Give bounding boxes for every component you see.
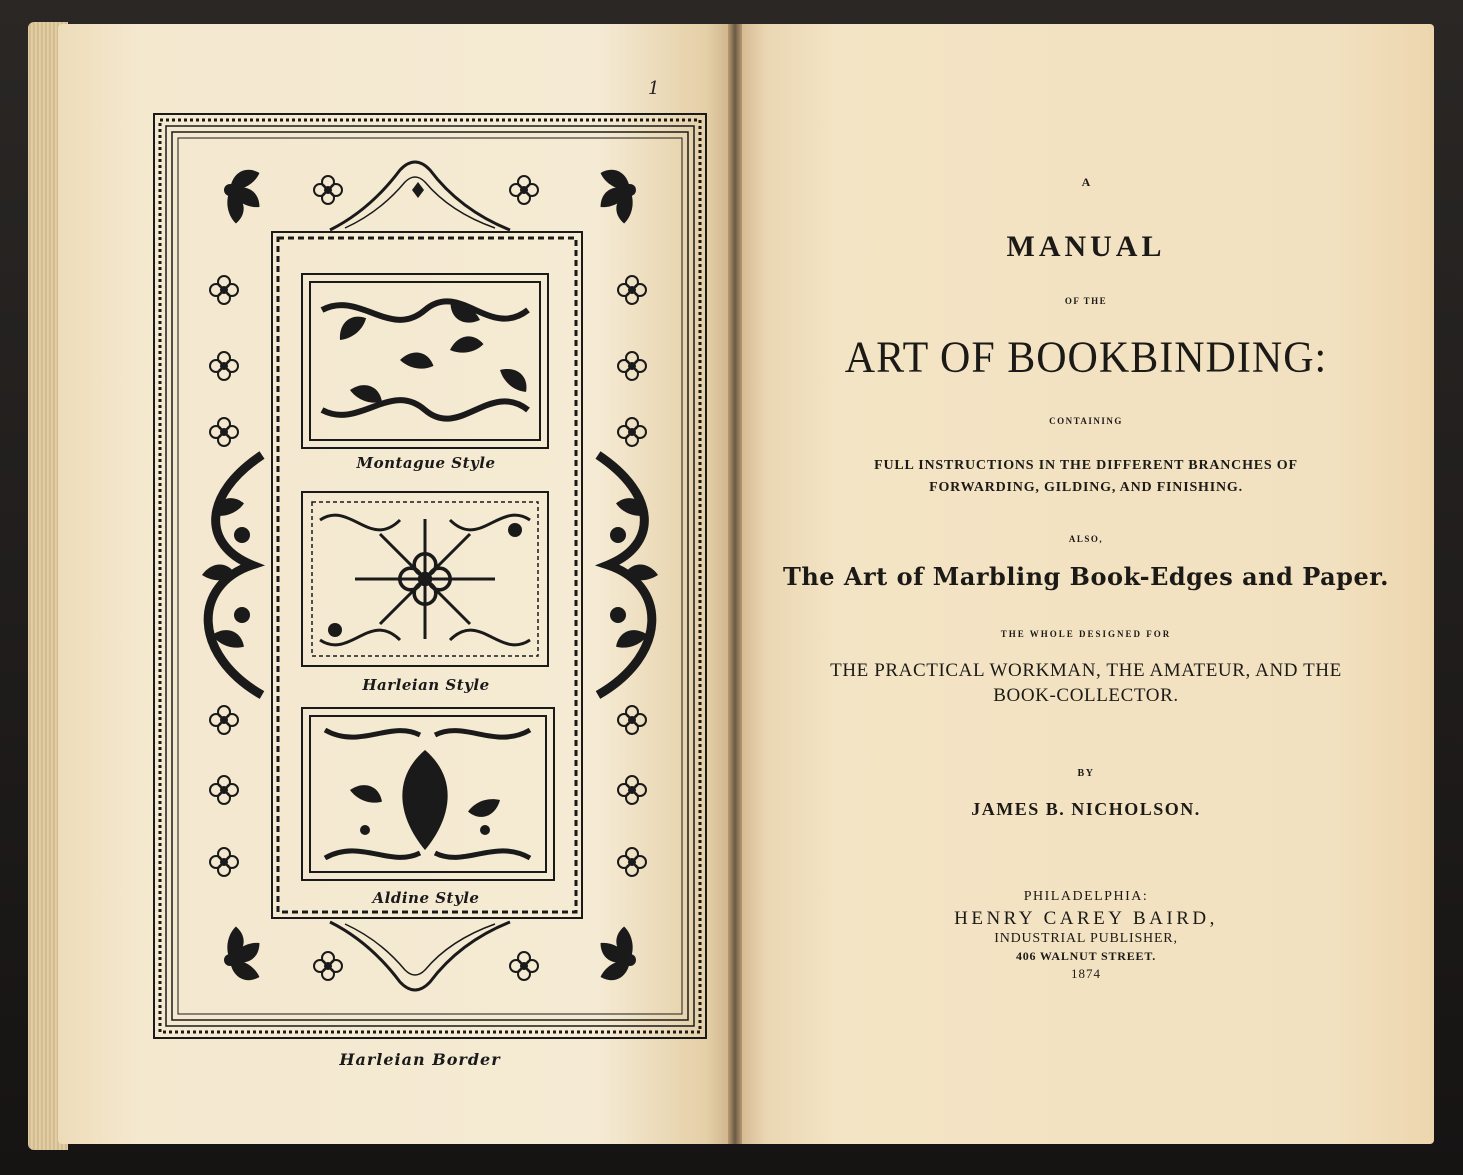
title-of-the: OF THE [1064,296,1108,306]
title-manual: MANUAL [1006,230,1166,263]
montague-caption: Montague Style [356,454,496,472]
audience-line-1: THE PRACTICAL WORKMAN, THE AMATEUR, AND THE [830,660,1342,681]
border-caption: Harleian Border [339,1050,501,1069]
title-page [738,24,1434,1144]
title-audience [761,658,1411,708]
audience-line-2: BOOK-COLLECTOR. [993,685,1179,706]
title-author: JAMES B. NICHOLSON. [971,799,1201,819]
aldine-caption: Aldine Style [372,889,480,907]
imprint-publisher: HENRY CAREY BAIRD, [954,908,1218,929]
harleian-caption: Harleian Style [362,676,490,694]
title-containing: CONTAINING [1049,416,1123,426]
title-whole-designed: THE WHOLE DESIGNED FOR [1000,629,1172,639]
title-article: A [1081,175,1091,189]
imprint-address: 406 WALNUT STREET. [1015,949,1157,963]
title-marbling: The Art of Marbling Book-Edges and Paper. [782,562,1390,591]
title-main: ART OF BOOKBINDING: [844,333,1328,383]
imprint-city: PHILADELPHIA: [1023,889,1149,904]
montague-panel [302,274,548,448]
instructions-line-1: FULL INSTRUCTIONS IN THE DIFFERENT BRANCHES OF [874,458,1298,473]
aldine-panel [302,708,554,880]
title-instructions [761,455,1411,499]
imprint-year: 1874 [1071,966,1101,981]
instructions-line-2: FORWARDING, GILDING, AND FINISHING. [929,480,1243,495]
page-number: 1 [648,78,660,99]
title-by: BY [1077,768,1095,779]
harleian-panel [302,492,548,666]
title-also: ALSO, [1068,534,1104,544]
imprint-role: INDUSTRIAL PUBLISHER, [994,931,1178,946]
